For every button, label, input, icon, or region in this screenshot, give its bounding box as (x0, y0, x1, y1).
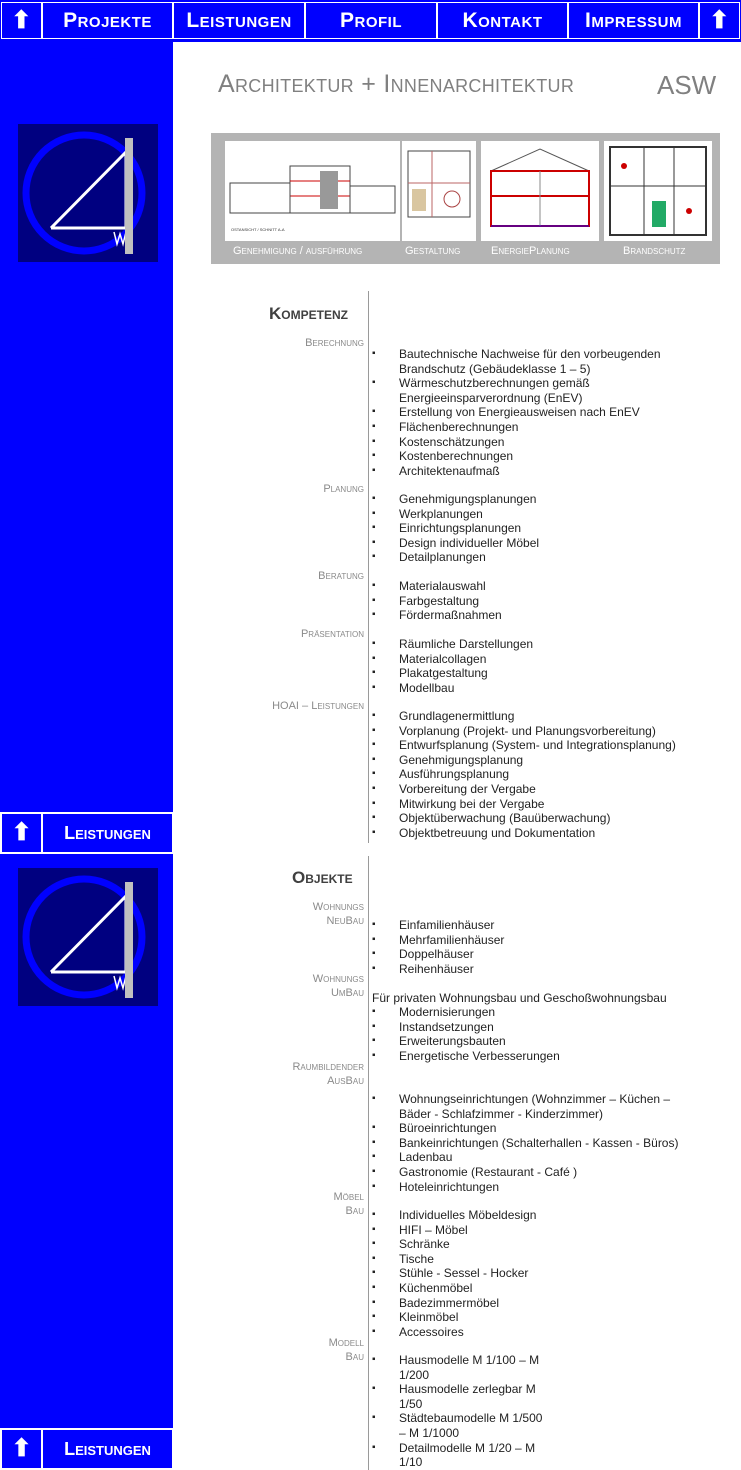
list-item: ▪ Räumliche Darstellungen (372, 637, 692, 652)
list-item: ▪ Hoteleinrichtungen (372, 1180, 692, 1195)
group-label: Wohnungs NeuBau (312, 901, 364, 927)
list-item: ▪ Genehmigungsplanungen (372, 492, 692, 507)
brand-name: ASW (657, 70, 717, 100)
group-label: Möbel Bau (333, 1191, 364, 1217)
group-intro: Für privaten Wohnungsbau und Geschoßwohnungsbau (372, 991, 667, 1005)
group-list (372, 579, 692, 623)
gallery-caption-4: Brandschutz (623, 245, 686, 257)
list-item: ▪ Büroeinrichtungen (372, 1121, 692, 1136)
section-nav-2 (0, 1429, 173, 1469)
list-item: ▪ Fördermaßnahmen (372, 608, 692, 623)
nav-projekte[interactable]: Projekte (42, 2, 173, 39)
arrow-up-icon: ⬆ (11, 819, 32, 846)
group-list (372, 1208, 692, 1339)
scroll-top-button-right[interactable] (699, 2, 740, 39)
page-title: Architektur + Innenarchitektur (218, 70, 575, 98)
asw-logo (18, 124, 158, 262)
nav-leistungen[interactable]: Leistungen (173, 2, 305, 39)
section-nav-1 (0, 813, 173, 853)
section-title-objekte: Objekte (292, 868, 353, 887)
asw-logo-2 (18, 868, 158, 1006)
list-item: ▪ Detailmodelle M 1/20 – M 1/10 (372, 1441, 552, 1470)
list-item: ▪ Mitwirkung bei der Vergabe (372, 797, 692, 812)
sidebar-panel-2 (0, 854, 173, 1428)
list-item: ▪ Genehmigungsplanung (372, 753, 692, 768)
back-to-leistungen-1[interactable]: Leistungen (42, 813, 173, 853)
project-gallery (211, 133, 720, 264)
section-title-kompetenz: Kompetenz (269, 304, 348, 323)
list-item: ▪ Stühle - Sessel - Hocker (372, 1266, 692, 1281)
group-list (372, 1353, 552, 1470)
group-label: Präsentation (300, 628, 364, 640)
list-item: ▪ Materialcollagen (372, 652, 692, 667)
list-item: ▪ Instandsetzungen (372, 1020, 692, 1035)
sidebar-panel (0, 42, 173, 812)
list-item: ▪ Materialauswahl (372, 579, 692, 594)
list-item: ▪ Kostenberechnungen (372, 449, 692, 464)
list-item: ▪ Individuelles Möbeldesign (372, 1208, 692, 1223)
group-list (372, 637, 692, 695)
group-label: Berechnung (305, 337, 364, 349)
scroll-top-button[interactable] (1, 2, 42, 39)
list-item: ▪ Erstellung von Energieausweisen nach EnEV (372, 405, 692, 420)
gallery-caption-1: Genehmigung / ausführung (233, 245, 363, 257)
list-item: ▪ Wärmeschutzberechnungen gemäß Energieeinsparverordnung (EnEV) (372, 376, 692, 405)
list-item: ▪ HIFI – Möbel (372, 1223, 692, 1238)
svg-text:OSTANSICHT / SCHNITT A-A: OSTANSICHT / SCHNITT A-A (231, 227, 285, 232)
list-item: ▪ Accessoires (372, 1325, 692, 1340)
list-item: ▪ Modernisierungen (372, 1005, 692, 1020)
list-item: ▪ Plakatgestaltung (372, 666, 692, 681)
group-label: Beratung (318, 570, 364, 582)
gallery-caption-3: EnergiePlanung (491, 245, 570, 257)
list-item: ▪ Energetische Verbesserungen (372, 1049, 692, 1064)
list-item: ▪ Hausmodelle M 1/100 – M 1/200 (372, 1353, 552, 1382)
list-item: ▪ Wohnungseinrichtungen (Wohnzimmer – Küchen – Bäder - Schlafzimmer - Kinderzimmer) (372, 1092, 692, 1121)
list-item: ▪ Kleinmöbel (372, 1310, 692, 1325)
group-list (372, 1092, 692, 1194)
divider-line (368, 291, 369, 843)
list-item: ▪ Bankeinrichtungen (Schalterhallen - Kassen - Büros) (372, 1136, 692, 1151)
group-list (372, 709, 692, 840)
group-label: Wohnungs UmBau (312, 973, 364, 999)
list-item: ▪ Objektüberwachung (Bauüberwachung) (372, 811, 692, 826)
top-navigation (0, 0, 741, 42)
arrow-up-icon: ⬆ (709, 6, 730, 34)
list-item: ▪ Hausmodelle zerlegbar M 1/50 (372, 1382, 552, 1411)
gallery-caption-2: Gestaltung (405, 245, 461, 257)
list-item: ▪ Detailplanungen (372, 550, 692, 565)
list-item: ▪ Erweiterungsbauten (372, 1034, 692, 1049)
group-label: Modell Bau (328, 1337, 364, 1363)
list-item: ▪ Modellbau (372, 681, 692, 696)
group-label: HOAI – Leistungen (272, 700, 364, 712)
list-item: ▪ Einfamilienhäuser (372, 918, 692, 933)
list-item: ▪ Ausführungsplanung (372, 767, 692, 782)
list-item: ▪ Vorplanung (Projekt- und Planungsvorbereitung) (372, 724, 692, 739)
group-list (372, 918, 692, 976)
list-item: ▪ Objektbetreuung und Dokumentation (372, 826, 692, 841)
gallery-image-brandschutz[interactable] (604, 141, 712, 241)
nav-profil[interactable]: Profil (305, 2, 437, 39)
group-list (372, 347, 692, 478)
list-item: ▪ Einrichtungsplanungen (372, 521, 692, 536)
list-item: ▪ Kostenschätzungen (372, 435, 692, 450)
nav-impressum[interactable]: Impressum (568, 2, 699, 39)
arrow-up-icon: ⬆ (11, 1435, 32, 1462)
group-label: Planung (323, 483, 364, 495)
scroll-top-button-section2[interactable] (1, 1429, 42, 1469)
group-list (372, 492, 692, 565)
list-item: ▪ Ladenbau (372, 1150, 692, 1165)
list-item: ▪ Flächenberechnungen (372, 420, 692, 435)
back-to-leistungen-2[interactable]: Leistungen (42, 1429, 173, 1469)
scroll-top-button-section1[interactable] (1, 813, 42, 853)
list-item: ▪ Architektenaufmaß (372, 464, 692, 479)
list-item: ▪ Reihenhäuser (372, 962, 692, 977)
divider-line-2 (368, 856, 369, 1470)
list-item: ▪ Küchenmöbel (372, 1281, 692, 1296)
list-item: ▪ Vorbereitung der Vergabe (372, 782, 692, 797)
list-item: ▪ Bautechnische Nachweise für den vorbeugenden Brandschutz (Gebäudeklasse 1 – 5) (372, 347, 692, 376)
nav-kontakt[interactable]: Kontakt (437, 2, 568, 39)
list-item: ▪ Entwurfsplanung (System- und Integrationsplanung) (372, 738, 692, 753)
list-item: ▪ Badezimmermöbel (372, 1296, 692, 1311)
arrow-up-icon: ⬆ (11, 6, 32, 34)
list-item: ▪ Werkplanungen (372, 507, 692, 522)
gallery-image-gestaltung[interactable] (402, 141, 476, 241)
group-label: Raumbildender AusBau (292, 1061, 364, 1087)
list-item: ▪ Tische (372, 1252, 692, 1267)
gallery-image-energieplanung[interactable] (481, 141, 599, 241)
group-list (372, 1005, 692, 1063)
list-item: ▪ Design individueller Möbel (372, 536, 692, 551)
list-item: ▪ Doppelhäuser (372, 947, 692, 962)
list-item: ▪ Mehrfamilienhäuser (372, 933, 692, 948)
list-item: ▪ Farbgestaltung (372, 594, 692, 609)
list-item: ▪ Schränke (372, 1237, 692, 1252)
gallery-image-section[interactable] (225, 141, 400, 241)
list-item: ▪ Grundlagenermittlung (372, 709, 692, 724)
list-item: ▪ Städtebaumodelle M 1/500 – M 1/1000 (372, 1411, 552, 1440)
list-item: ▪ Gastronomie (Restaurant - Café ) (372, 1165, 692, 1180)
